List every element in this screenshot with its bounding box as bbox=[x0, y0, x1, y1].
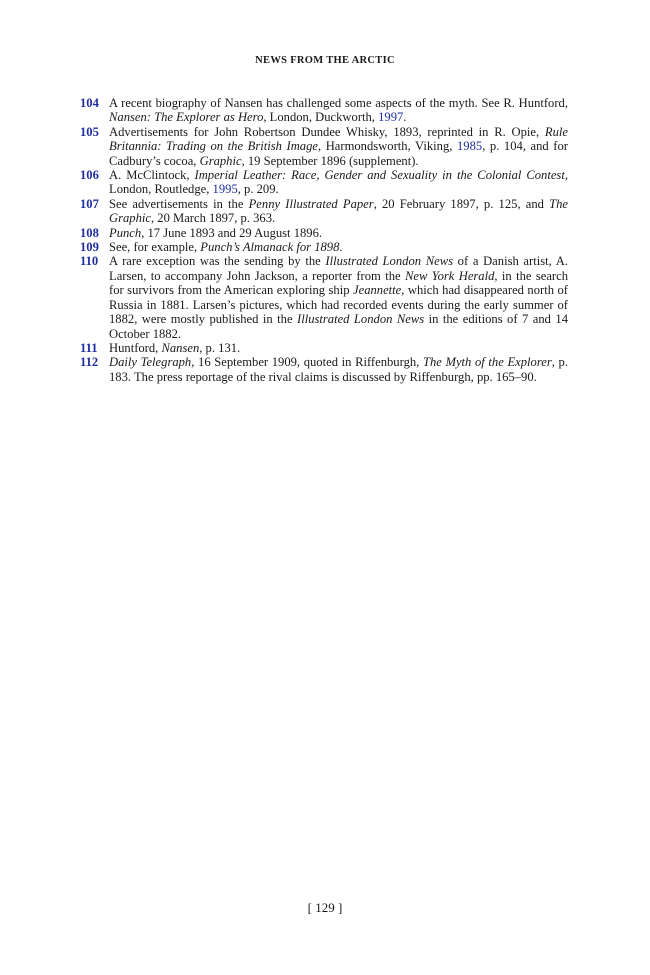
text-run: , 20 March 1897, p. 363. bbox=[150, 211, 276, 226]
italic-title: Punch bbox=[109, 225, 142, 240]
endnote-number-link[interactable]: 105 bbox=[80, 124, 99, 139]
endnote-text bbox=[109, 226, 568, 240]
endnote-text bbox=[109, 96, 568, 125]
running-head: NEWS FROM THE ARCTIC bbox=[255, 55, 395, 66]
text-run: , p. 183. The press reportage of the rival claims is discussed by Riffenburgh, pp. 165–90. bbox=[109, 355, 568, 384]
italic-title: Illustrated London News bbox=[297, 312, 425, 327]
text-run: , London, Duckworth, bbox=[263, 110, 379, 125]
text-run: , 19 September 1896 (supplement). bbox=[241, 153, 419, 168]
text-run: in the editions of 7 and 14 October 1882. bbox=[109, 312, 568, 341]
text-run: , 20 February 1897, p. 125, and bbox=[373, 196, 550, 211]
endnote-text bbox=[109, 355, 568, 384]
text-run: , London, Routledge, bbox=[109, 168, 568, 197]
text-run: A rare exception was the sending by the bbox=[109, 254, 326, 269]
endnote-number-link[interactable]: 109 bbox=[80, 240, 99, 255]
italic-title: Graphic bbox=[199, 153, 242, 168]
text-run: , p. 131. bbox=[199, 340, 241, 355]
endnote-107 bbox=[80, 197, 568, 226]
endnote-110 bbox=[80, 254, 568, 340]
italic-title: Nansen bbox=[161, 340, 200, 355]
year-link[interactable]: 1985 bbox=[457, 139, 483, 154]
text-run: , 17 June 1893 and 29 August 1896. bbox=[141, 225, 323, 240]
text-run: , p. 104, and for Cadbury’s cocoa, bbox=[109, 139, 568, 168]
italic-title: Jeannette bbox=[353, 283, 402, 298]
endnote-text bbox=[109, 254, 568, 340]
endnotes-list bbox=[80, 96, 568, 384]
italic-title: Nansen: The Explorer as Hero bbox=[109, 110, 264, 125]
endnote-108 bbox=[80, 226, 568, 240]
italic-title: New York Herald bbox=[404, 268, 495, 283]
text-run: . bbox=[403, 110, 407, 125]
endnote-106 bbox=[80, 168, 568, 197]
endnote-104 bbox=[80, 96, 568, 125]
text-run: , 16 September 1909, quoted in Riffenburgh, bbox=[191, 355, 423, 370]
year-link[interactable]: 1997 bbox=[378, 110, 404, 125]
italic-title: Rule Britannia: Trading on the British Image bbox=[109, 124, 568, 154]
endnote-number-link[interactable]: 112 bbox=[80, 355, 99, 370]
italic-title: Imperial Leather: Race, Gender and Sexuality in the Colonial Contest bbox=[194, 168, 565, 183]
text-run: A recent biography of Nansen has challenged some aspects of the myth. See R. Huntford, bbox=[109, 96, 568, 110]
endnote-text bbox=[109, 341, 568, 355]
text-run: of a Danish artist, A. Larsen, to accompany John Jackson, a reporter from the bbox=[109, 254, 568, 283]
italic-title: Illustrated London News bbox=[325, 254, 453, 269]
endnote-text bbox=[109, 197, 568, 226]
endnote-number-link[interactable]: 107 bbox=[80, 196, 99, 211]
italic-title: Punch’s Almanack for 1898 bbox=[200, 240, 340, 255]
endnote-109 bbox=[80, 240, 568, 254]
page-number: [ 129 ] bbox=[307, 900, 343, 915]
text-run: . bbox=[339, 240, 343, 255]
endnote-105 bbox=[80, 125, 568, 168]
text-run: , which had disappeared north of Russia in 1881. Larsen’s pictures, which had recorded events during the early summer of 1882, were mostly published in the bbox=[109, 283, 568, 327]
text-run: Advertisements for John Robertson Dundee Whisky, 1893, reprinted in R. Opie, bbox=[109, 124, 545, 139]
endnote-112 bbox=[80, 355, 568, 384]
italic-title: The Myth of the Explorer bbox=[422, 355, 552, 370]
text-run: , Harmondsworth, Viking, bbox=[317, 139, 457, 154]
endnote-number-link[interactable]: 104 bbox=[80, 96, 99, 110]
endnote-number-link[interactable]: 111 bbox=[80, 340, 98, 355]
text-run: A. McClintock, bbox=[109, 168, 195, 183]
endnote-number-link[interactable]: 108 bbox=[80, 225, 99, 240]
text-run: See advertisements in the bbox=[109, 196, 249, 211]
text-run: , p. 209. bbox=[237, 182, 279, 197]
italic-title: Penny Illustrated Paper bbox=[248, 196, 374, 211]
text-run: See, for example, bbox=[109, 240, 201, 255]
year-link[interactable]: 1995 bbox=[212, 182, 238, 197]
italic-title: Daily Telegraph bbox=[109, 355, 192, 370]
endnote-text bbox=[109, 240, 568, 254]
italic-title: The Graphic bbox=[109, 196, 569, 226]
text-run: , in the search for survivors from the American exploring ship bbox=[109, 268, 568, 298]
endnote-111 bbox=[80, 341, 568, 355]
endnote-text bbox=[109, 168, 568, 197]
endnote-number-link[interactable]: 110 bbox=[80, 254, 99, 269]
endnote-text bbox=[109, 125, 568, 168]
endnote-number-link[interactable]: 106 bbox=[80, 168, 99, 183]
text-run: Huntford, bbox=[109, 340, 162, 355]
